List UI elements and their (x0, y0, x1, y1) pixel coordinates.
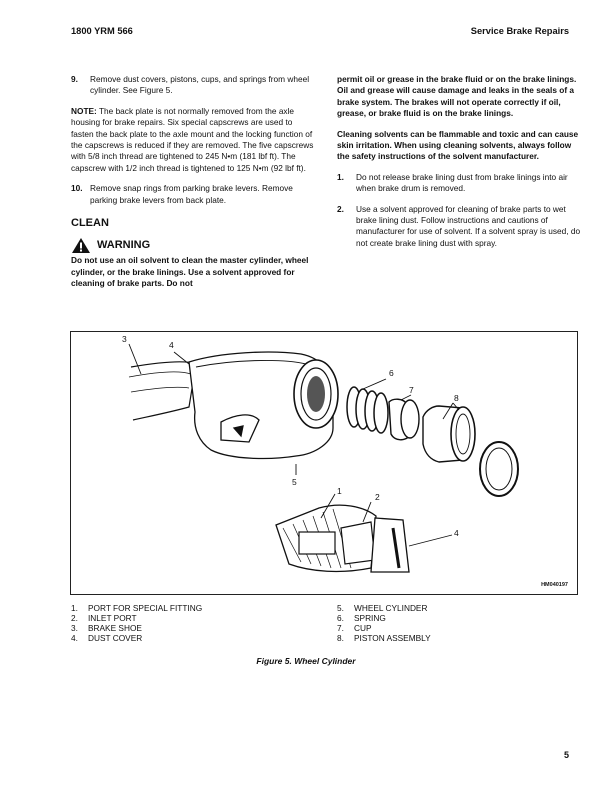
warning-header (71, 237, 315, 254)
legend-number: 6. (337, 613, 344, 623)
legend-number: 1. (71, 603, 78, 613)
legend-number: 7. (337, 623, 344, 633)
legend-label: PORT FOR SPECIAL FITTING (88, 603, 203, 613)
note-label: NOTE: (71, 105, 97, 116)
legend-label: WHEEL CYLINDER (354, 603, 428, 613)
clean-heading: CLEAN (71, 217, 109, 230)
legend-label: BRAKE SHOE (88, 623, 142, 633)
header-section-title: Service Brake Repairs (470, 26, 569, 36)
callout-5: 5 (292, 477, 297, 487)
legend-item (71, 613, 202, 623)
right-column (337, 74, 581, 258)
step-10 (71, 183, 315, 206)
step-text: Remove dust covers, pistons, cups, and springs from wheel cylinder. See Figure 5. (90, 74, 310, 96)
legend-number: 5. (337, 603, 344, 613)
legend-left (71, 603, 202, 643)
callout-4-top: 4 (169, 340, 174, 350)
warning-label: WARNING (97, 239, 151, 252)
callout-7: 7 (409, 385, 414, 395)
callout-8: 8 (454, 393, 459, 403)
callout-1: 1 (337, 486, 342, 496)
step-number: 10. (71, 183, 83, 194)
legend-item (337, 633, 431, 643)
callout-4-bottom: 4 (454, 528, 459, 538)
warning-triangle-icon (71, 237, 91, 254)
legend-number: 3. (71, 623, 78, 633)
warning-continuation: permit oil or grease in the brake fluid or on the brake linings. Oil and grease will cause damage and leaks in the seals of a brake system. The brakes will not operate correctly if oil, grease, or brake fluid is on the brake linings. (337, 74, 577, 119)
legend-item (337, 613, 431, 623)
callout-2: 2 (375, 492, 380, 502)
callout-3: 3 (122, 334, 127, 344)
step-text: Do not release brake lining dust from brake linings into air when brake drum is removed. (356, 171, 568, 194)
header-doc-id: 1800 YRM 566 (71, 26, 133, 36)
page-number: 5 (563, 750, 569, 760)
figure-caption: Figure 5. Wheel Cylinder (256, 656, 356, 666)
legend-label: PISTON ASSEMBLY (354, 633, 431, 643)
legend-number: 4. (71, 633, 78, 643)
note-text: The back plate is not normally removed from the axle housing for brake repairs. Six special capscrews are used to fasten the back plate to the axle mount and the locking function of the capscrews is reduced if they are removed. The five capscrews with 5/8 inch thread are tightened to 245 N•m (181 lbf ft). The capscrew with 1/2 inch thread is tightened to 125 N•m (92 lbf ft). (71, 105, 314, 173)
step-text: Remove snap rings from parking brake levers. Remove parking brake levers from back plate. (90, 183, 293, 205)
step-2 (337, 204, 581, 250)
legend-item (71, 633, 202, 643)
callout-6: 6 (389, 368, 394, 378)
step-9 (71, 74, 315, 97)
step-number: 2. (337, 203, 344, 214)
step-text: Use a solvent approved for cleaning of brake parts to wet brake lining dust. Follow instructions and cautions of manufacturer for use of solvent. If a solvent spray is used, do not create brake lining dust with spray. (356, 203, 581, 248)
step-number: 9. (71, 74, 78, 84)
wheel-cylinder-figure (70, 331, 578, 595)
legend-label: SPRING (354, 613, 386, 623)
legend-right (337, 603, 431, 643)
legend-item (337, 603, 431, 613)
warning-text: Do not use an oil solvent to clean the master cylinder, wheel cylinder, or the brake linings. Use a solvent approved for cleaning of brake parts. Do not (71, 255, 309, 289)
wheel-cylinder-drawing (71, 332, 577, 594)
step-1 (337, 172, 581, 195)
legend-item (71, 623, 202, 633)
legend-label: INLET PORT (88, 613, 137, 623)
note-paragraph (71, 106, 315, 174)
legend-label: DUST COVER (88, 633, 143, 643)
legend-item (337, 623, 431, 633)
step-number: 1. (337, 171, 344, 182)
legend-label: CUP (354, 623, 372, 633)
legend-item (71, 603, 202, 613)
solvent-warning: Cleaning solvents can be flammable and toxic and can cause skin irritation. When using cleaning solvents, always follow the safety instructions of the solvent manufacturer. (337, 128, 579, 162)
figure-id: HM040197 (541, 582, 568, 588)
left-column (71, 74, 315, 290)
legend-number: 2. (71, 613, 78, 623)
legend-number: 8. (337, 633, 344, 643)
